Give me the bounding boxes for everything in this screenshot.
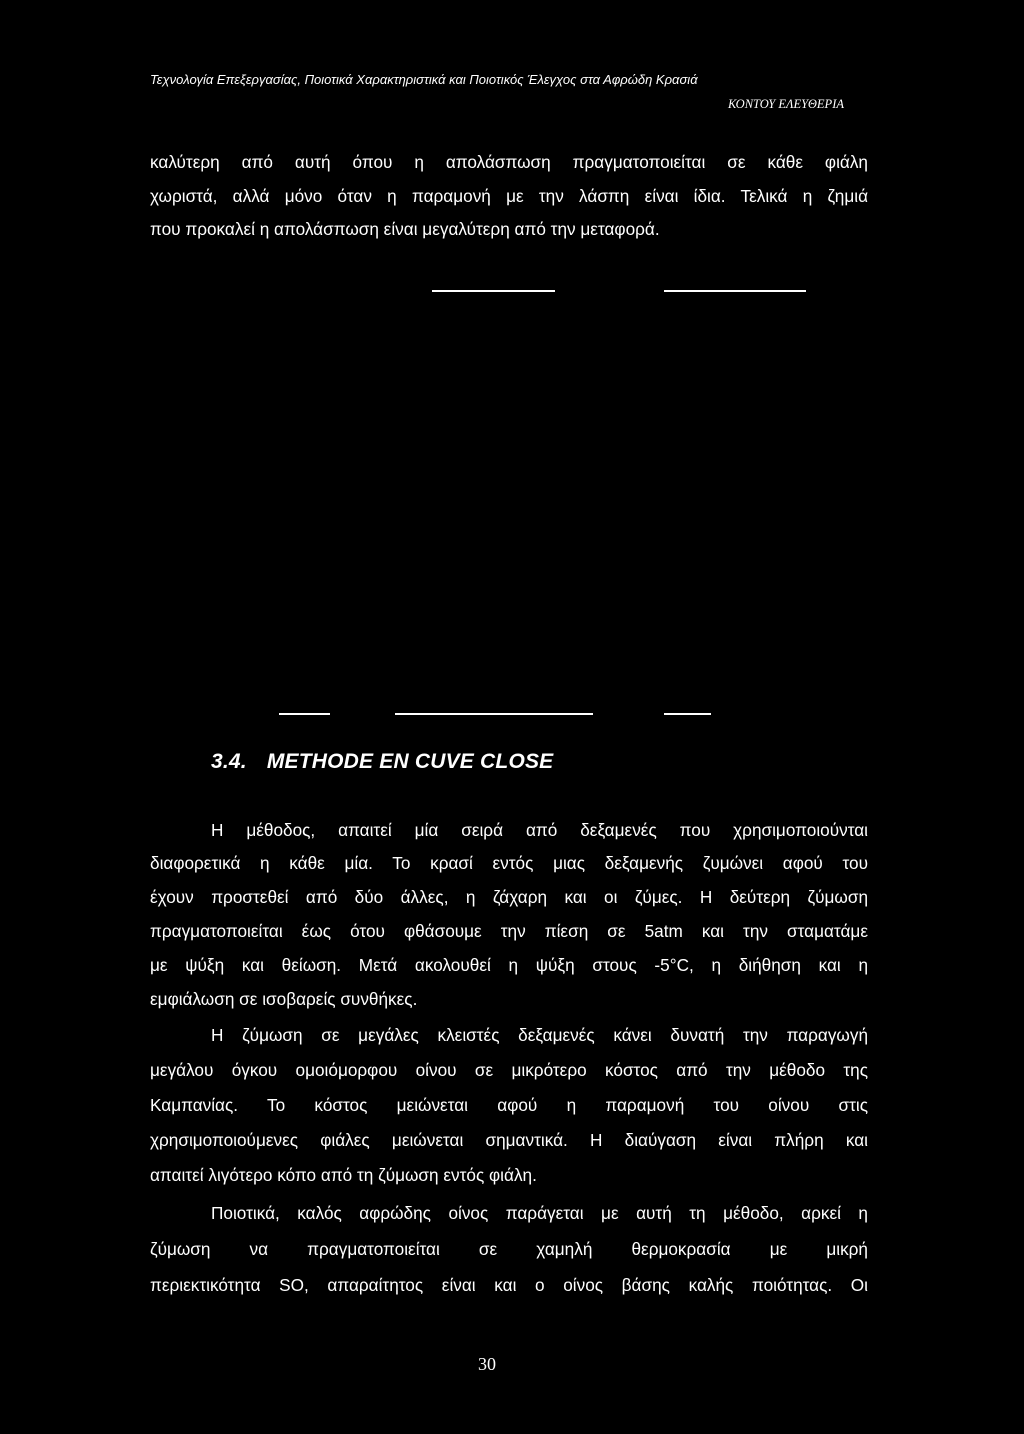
body-line: χρησιμοποιούμενες φιάλες μειώνεται σημαντικά. Η διαύγαση είναι πλήρη και (150, 1130, 868, 1150)
body-line: χωριστά, αλλά μόνο όταν η παραμονή με την λάσπη είναι ίδια. Τελικά η ζημιά (150, 186, 868, 206)
body-line: μεγάλου όγκου ομοιόμορφου οίνου σε μικρότερο κόστος από την μέθοδο της (150, 1060, 868, 1080)
decorative-rule (664, 713, 711, 715)
body-line: καλύτερη από αυτή όπου η απολάσπωση πραγματοποιείται σε κάθε φιάλη (150, 152, 868, 172)
body-line: έχουν προστεθεί από δύο άλλες, η ζάχαρη και οι ζύμες. Η δεύτερη ζύμωση (150, 887, 868, 907)
running-header-author: ΚΟΝΤΟΥ ΕΛΕΥΘΕΡΙΑ (728, 97, 844, 111)
body-line: περιεκτικότητα SO, απαραίτητος είναι και ο οίνος βάσης καλής ποιότητας. Οι (150, 1275, 868, 1295)
decorative-rule (664, 290, 806, 292)
decorative-rule (279, 713, 330, 715)
body-line: Η ζύμωση σε μεγάλες κλειστές δεξαμενές κάνει δυνατή την παραγωγή (211, 1025, 868, 1045)
body-line: εμφιάλωση σε ισοβαρείς συνθήκες. (150, 989, 418, 1009)
body-line: ζύμωση να πραγματοποιείται σε χαμηλή θερμοκρασία με μικρή (150, 1239, 868, 1259)
body-line: διαφορετικά η κάθε μία. Το κρασί εντός μιας δεξαμενής ζυμώνει αφού του (150, 853, 868, 873)
section-number: 3.4. (211, 750, 247, 773)
decorative-rule (432, 290, 555, 292)
body-line: Καμπανίας. Το κόστος μειώνεται αφού η παραμονή του οίνου στις (150, 1095, 868, 1115)
page-number: 30 (478, 1354, 496, 1374)
section-title: METHODE EN CUVE CLOSE (266, 750, 554, 773)
body-line: απαιτεί λιγότερο κόπο από τη ζύμωση εντός φιάλη. (150, 1165, 537, 1185)
body-line: Ποιοτικά, καλός αφρώδης οίνος παράγεται με αυτή τη μέθοδο, αρκεί η (211, 1203, 868, 1223)
body-line: που προκαλεί η απολάσπωση είναι μεγαλύτερη από την μεταφορά. (150, 219, 660, 239)
running-header: Τεχνολογία Επεξεργασίας, Ποιοτικά Χαρακτηριστικά και Ποιοτικός Έλεγχος στα Αφρώδη Κρασιά (150, 72, 698, 87)
body-line: Η μέθοδος, απαιτεί μία σειρά από δεξαμενές που χρησιμοποιούνται (211, 820, 868, 840)
section-heading (211, 750, 553, 774)
body-line: πραγματοποιείται έως ότου φθάσουμε την πίεση σε 5atm και την σταματάμε (150, 921, 868, 941)
body-line: με ψύξη και θείωση. Μετά ακολουθεί η ψύξη στους -5°C, η διήθηση και η (150, 955, 868, 975)
decorative-rule (395, 713, 593, 715)
